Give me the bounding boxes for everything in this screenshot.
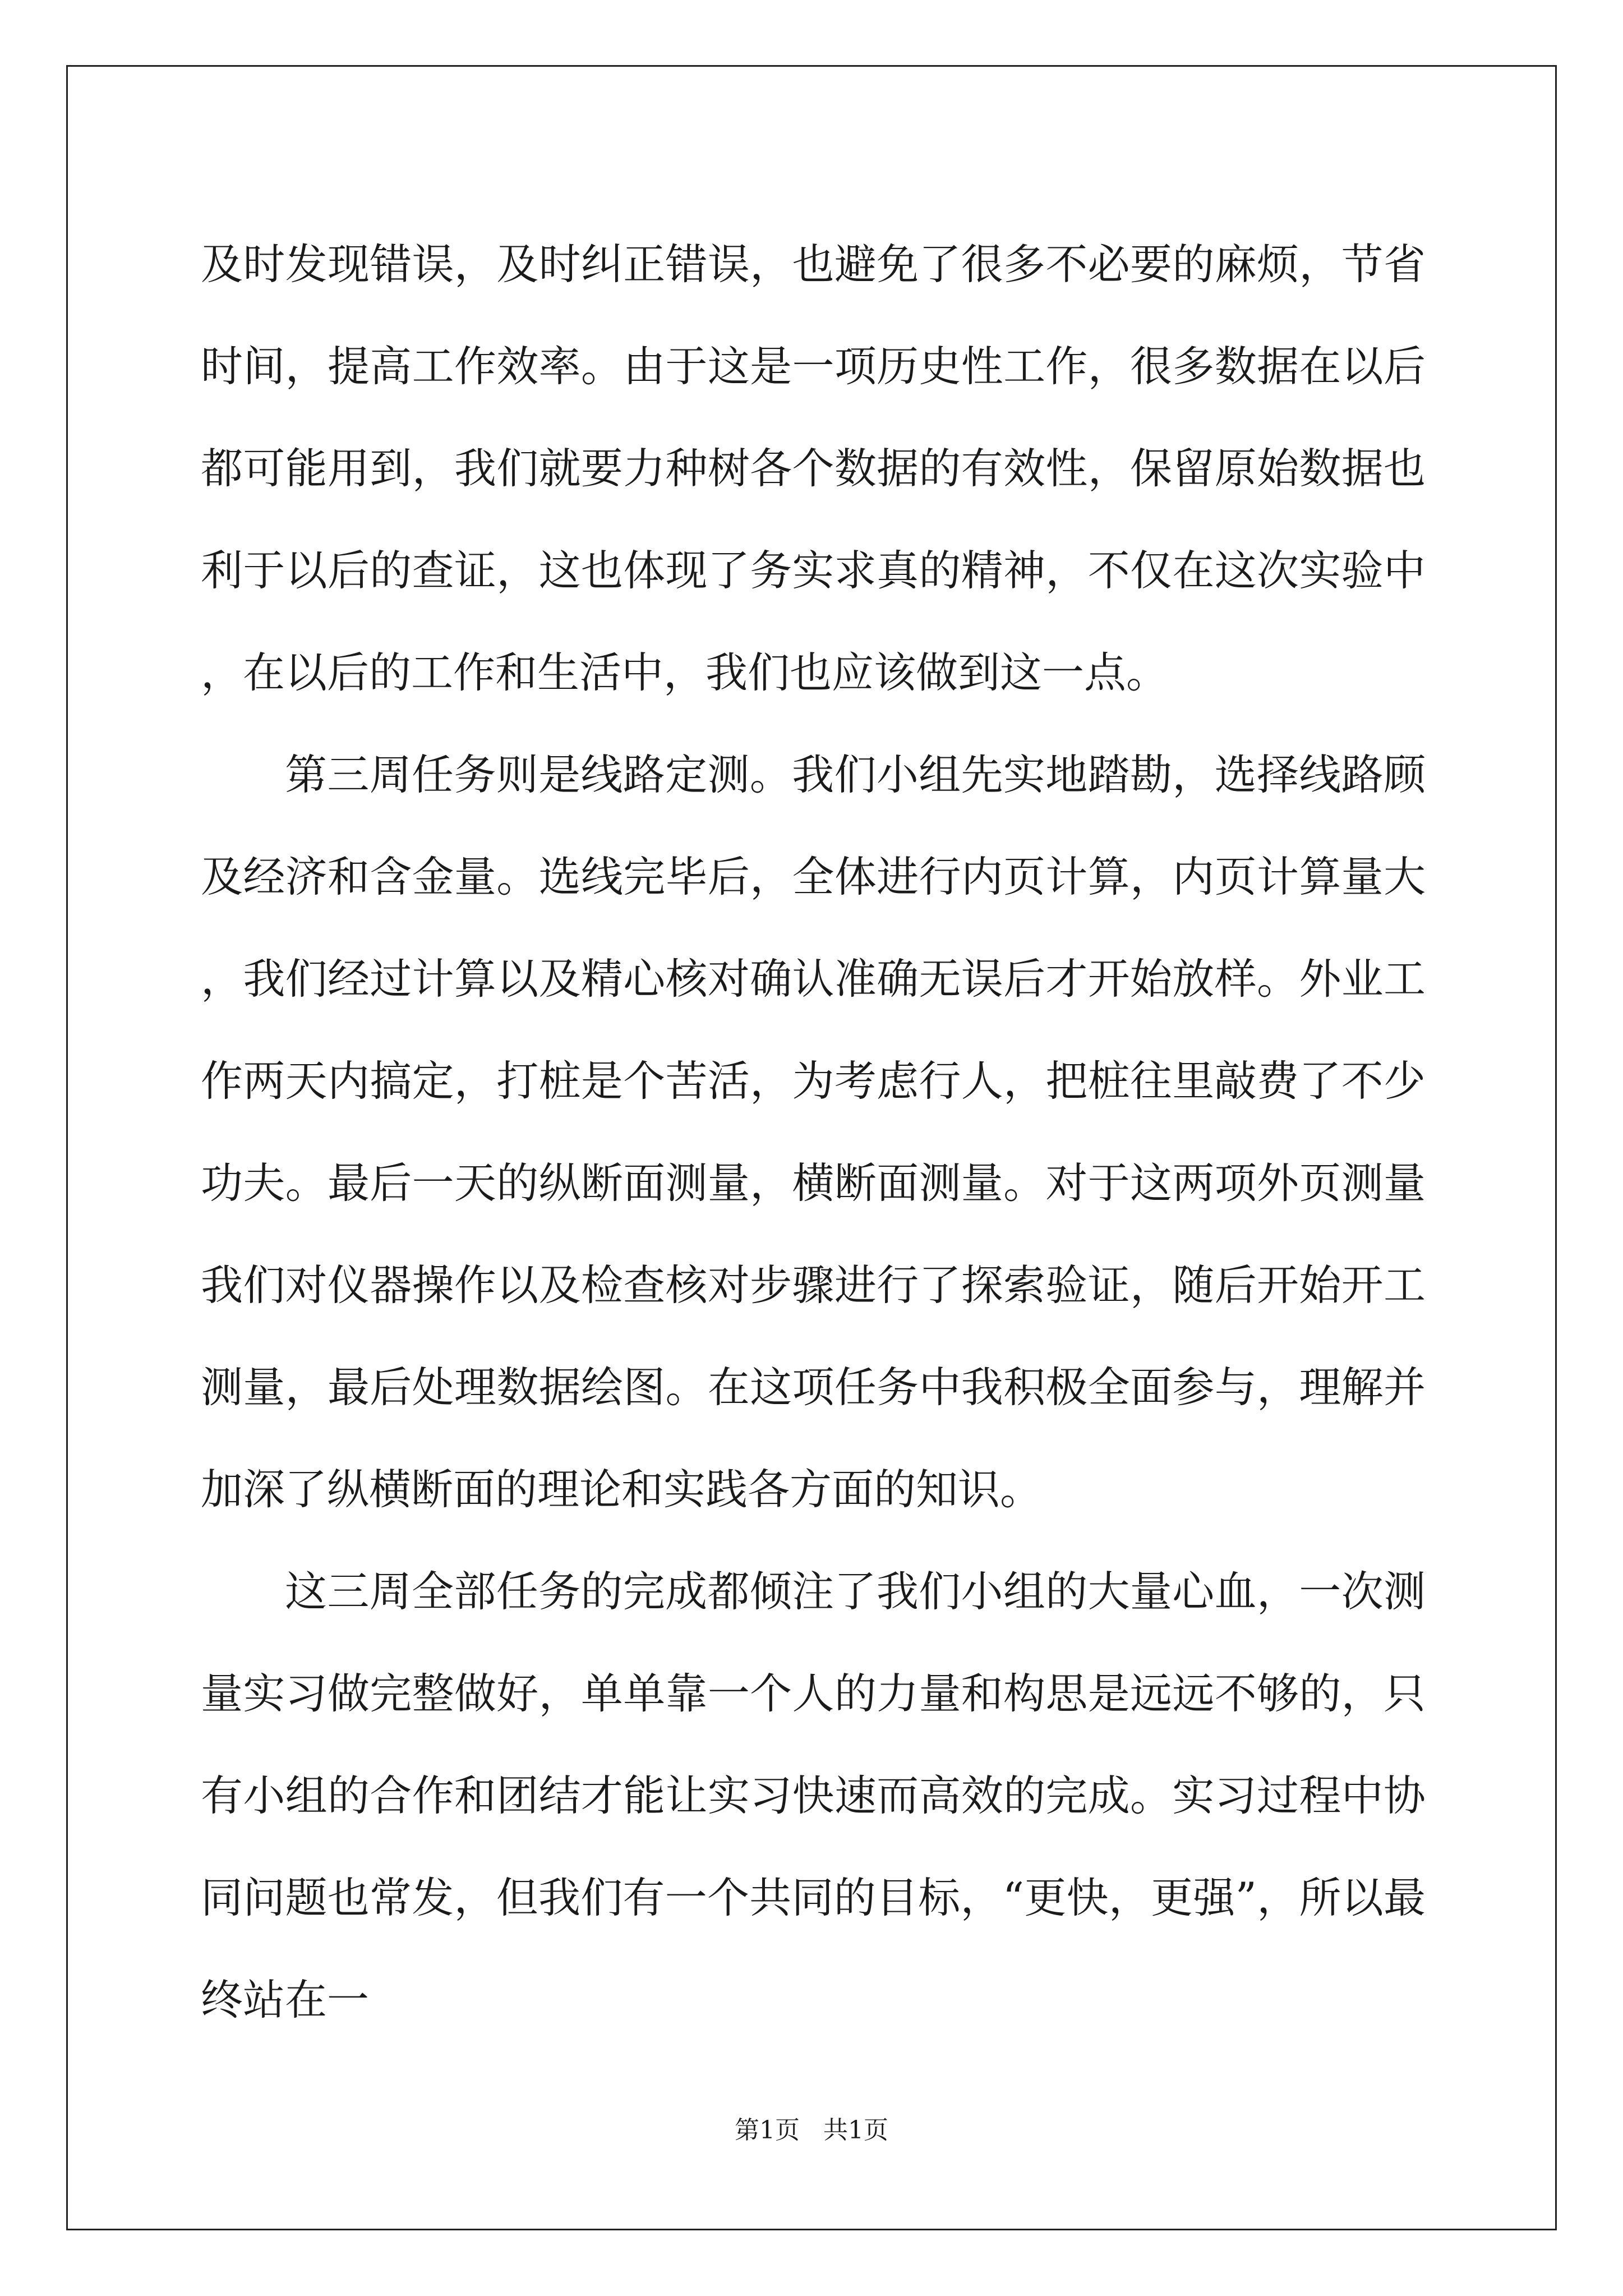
paragraph-2: 第三周任务则是线路定测。我们小组先实地踏勘，选择线路顾及经济和含金量。选线完毕后，全体进行内页计算，内页计算量大，我们经过计算以及精心核对确认准确无误后才开始放样。外业工作两天内搞定，打桩是个苦活，为考虑行人，把桩往里敲费了不少功夫。最后一天的纵断面测量，横断面测量。对于这两项外页测量我们对仪器操作以及检查核对步骤进行了探索验证，随后开始开工测量，最后处理数据绘图。在这项任务中我积极全面参与，理解并加深了纵横断面的理论和实践各方面的知识。 <box>201 750 1426 1514</box>
paragraph-3: 这三周全部任务的完成都倾注了我们小组的大量心血，一次测量实习做完整做好，单单靠一个人的力量和构思是远远不够的，只有小组的合作和团结才能让实习快速而高效的完成。实习过程中协同问题也常发，但我们有一个共同的目标，“更快，更强”，所以最终站在一 <box>201 1567 1426 2024</box>
document-body <box>201 213 1426 2051</box>
page-footer: 第1页 共1页 <box>735 2116 888 2145</box>
paragraph-1: 及时发现错误，及时纠正错误，也避免了很多不必要的麻烦，节省时间，提高工作效率。由于这是一项历史性工作，很多数据在以后都可能用到，我们就要力种树各个数据的有效性，保留原始数据也利于以后的查证，这也体现了务实求真的精神，不仅在这次实验中，在以后的工作和生活中，我们也应该做到这一点。 <box>201 240 1426 697</box>
